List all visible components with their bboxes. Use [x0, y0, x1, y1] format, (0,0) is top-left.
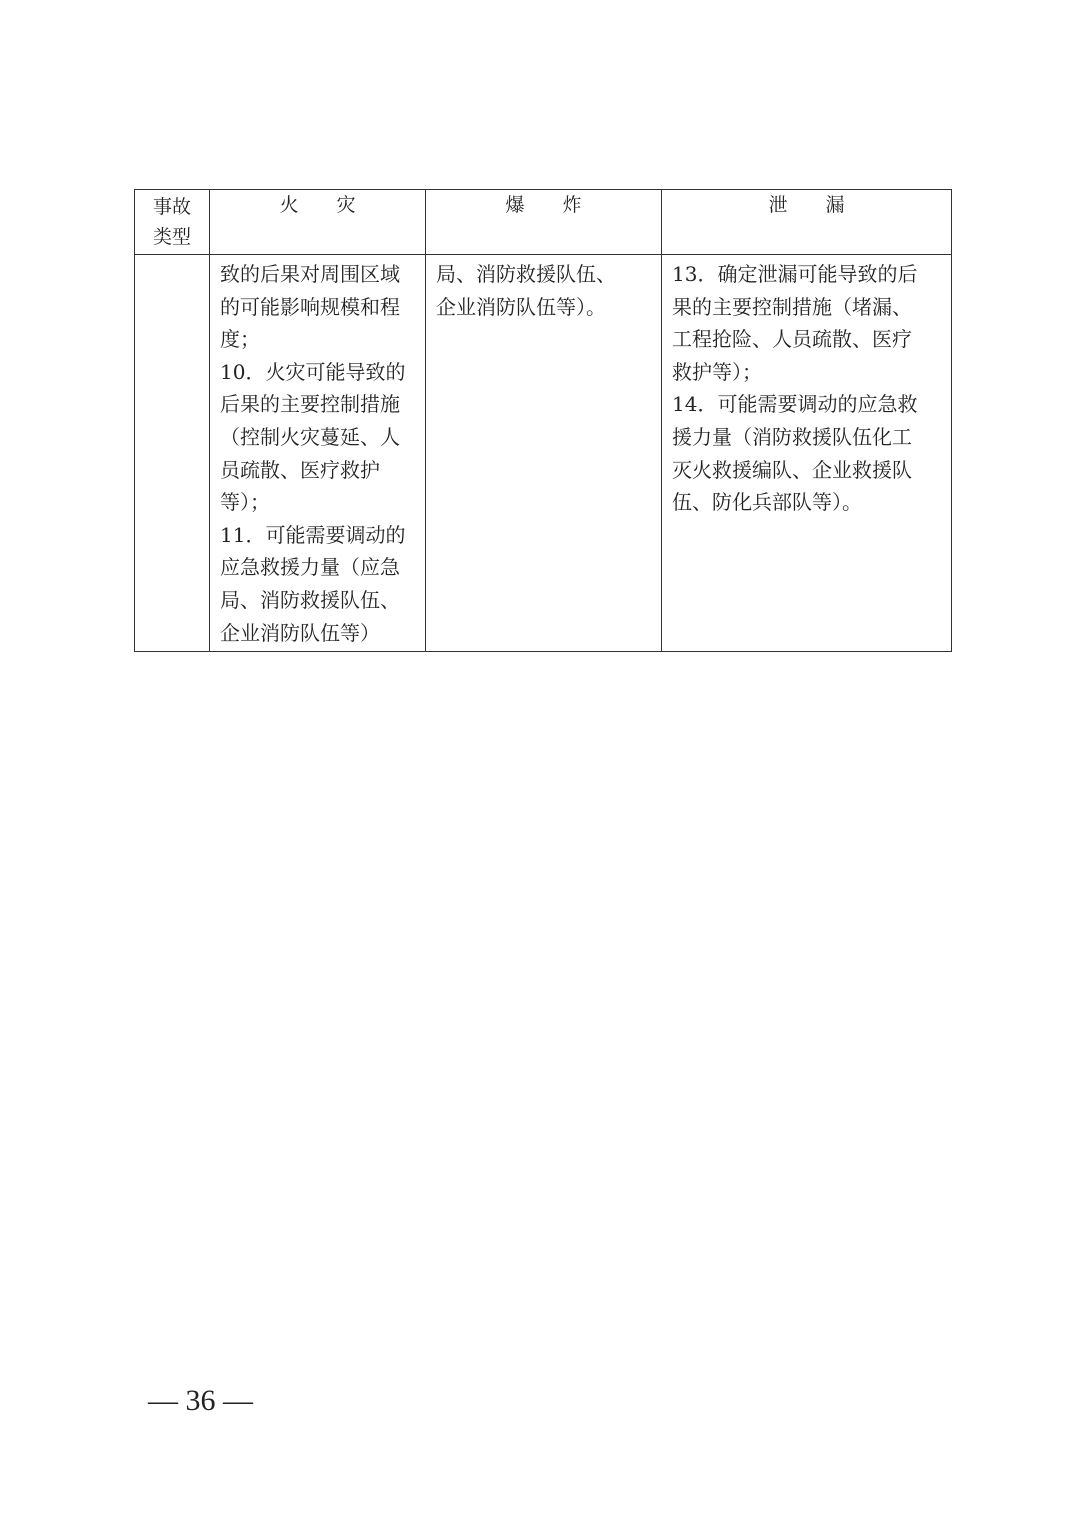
table-header-row [135, 190, 952, 255]
table-row [135, 255, 952, 652]
cell-accident-type [135, 255, 210, 652]
accident-response-table [134, 189, 952, 652]
header-leak: 泄 漏 [662, 190, 952, 255]
header-accident-type: 事故 类型 [135, 190, 210, 255]
header-explosion: 爆 炸 [426, 190, 662, 255]
page-number: — 36 — [148, 1384, 253, 1417]
cell-fire-measures: 致的后果对周围区域 的可能影响规模和程 度； 10．火灾可能导致的 后果的主要控制措施 （控制火灾蔓延、人 员疏散、医疗救护 等）； 11．可能需要调动的 应急救援力量（应急 局、消防救援队伍、 企业消防队伍等） [210, 255, 426, 652]
cell-leak-measures: 13．确定泄漏可能导致的后 果的主要控制措施（堵漏、 工程抢险、人员疏散、医疗 救护等）； 14．可能需要调动的应急救 援力量（消防救援队伍化工 灭火救援编队、企业救援队 伍、防化兵部队等）。 [662, 255, 952, 652]
cell-explosion-measures: 局、消防救援队伍、 企业消防队伍等）。 [426, 255, 662, 652]
header-fire: 火 灾 [210, 190, 426, 255]
